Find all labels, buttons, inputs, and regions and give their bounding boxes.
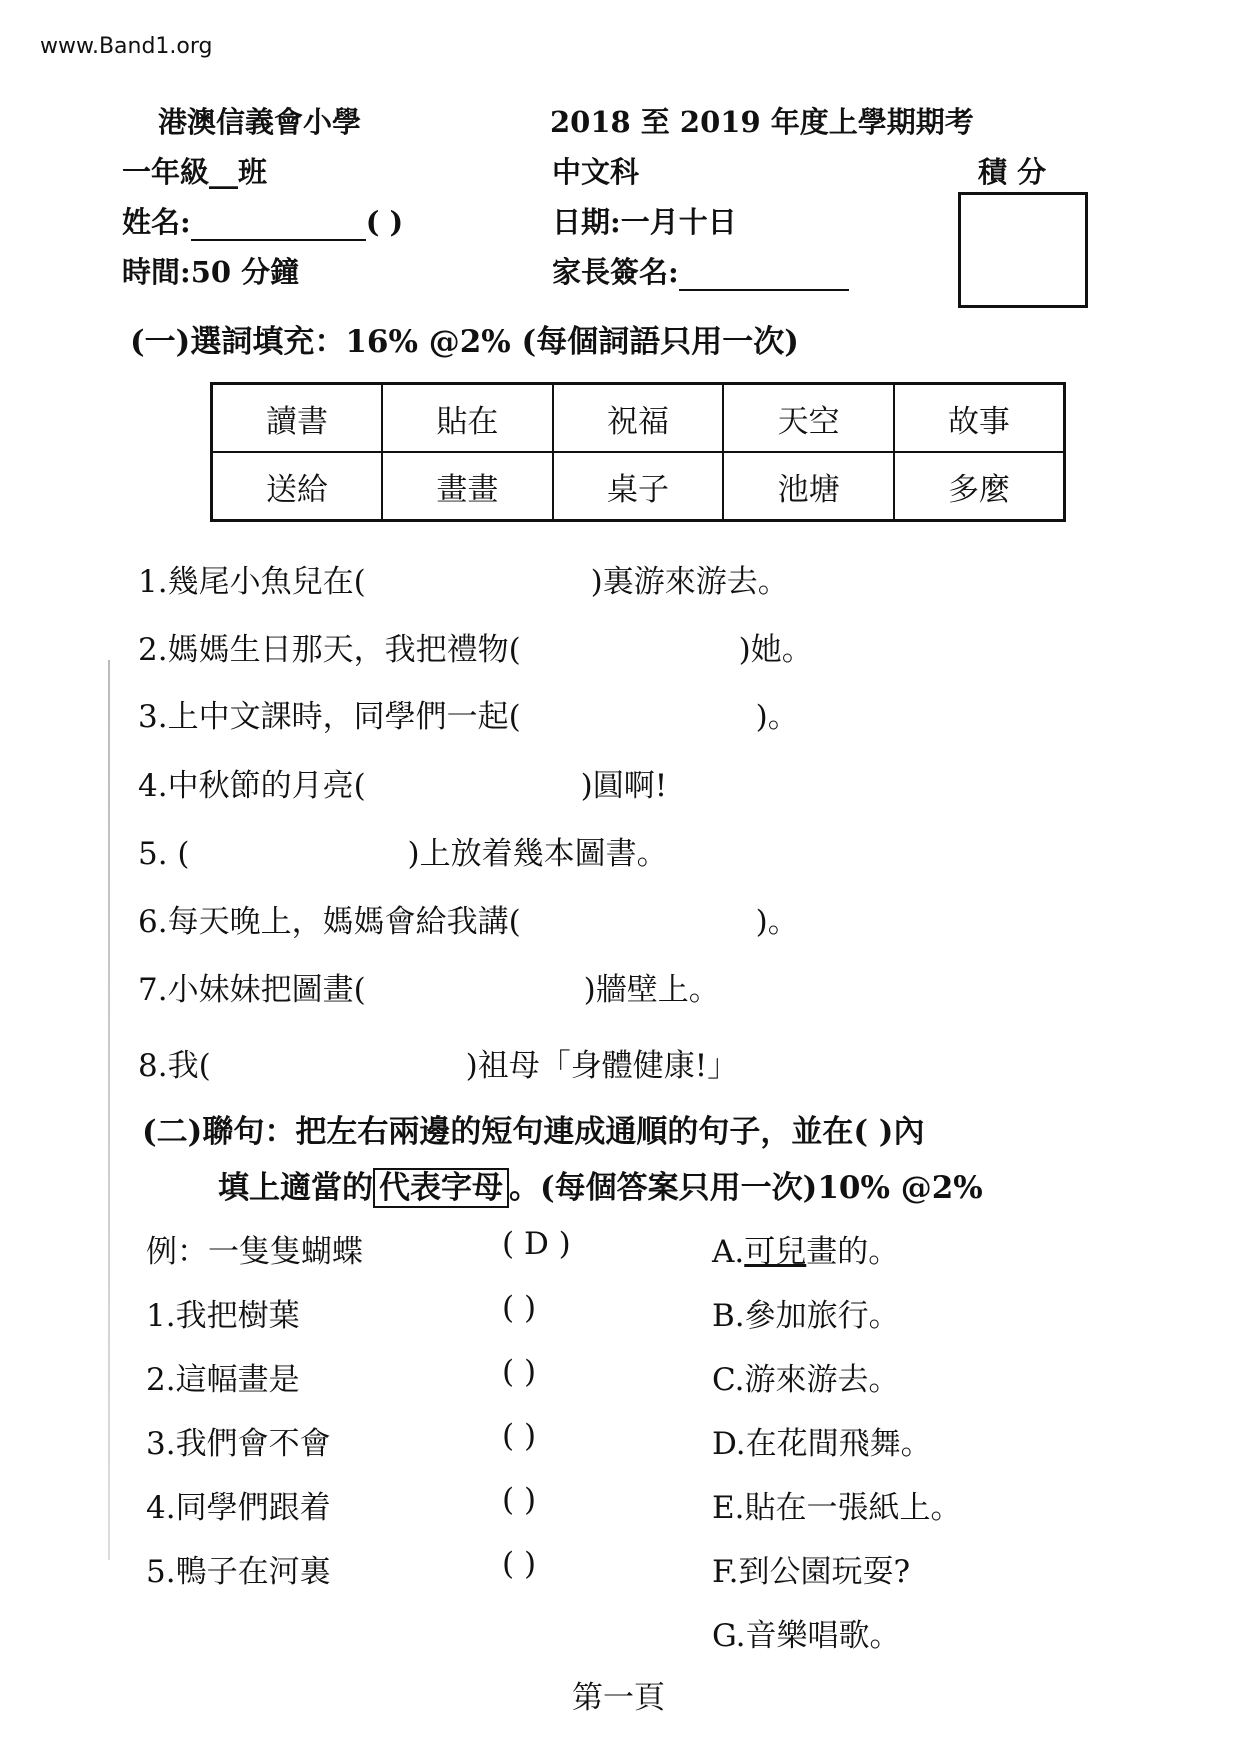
- question-text: 6.每天晚上，媽媽會給我講(: [138, 904, 521, 940]
- name-blank[interactable]: [191, 209, 366, 241]
- match-option-e: E.貼在一張紙上。: [712, 1490, 962, 1526]
- section2-title-line1: (二)聯句：把左右兩邊的短句連成通順的句子，並在( )內: [142, 1114, 925, 1150]
- question-text: 7.小妹妹把圖畫(: [138, 972, 366, 1008]
- fill-question-2: [138, 624, 813, 669]
- match-answer-5[interactable]: ( ): [502, 1546, 537, 1582]
- boxed-keyword: 代表字母: [373, 1168, 509, 1208]
- parent-signature-blank[interactable]: [679, 259, 849, 291]
- match-answer-2[interactable]: ( ): [502, 1354, 537, 1390]
- fill-question-8: [138, 1040, 738, 1085]
- word-bank-cell: 天空: [723, 384, 894, 453]
- example-left: 例：一隻隻蝴蝶: [146, 1234, 363, 1270]
- question-text: 4.中秋節的月亮(: [138, 768, 366, 804]
- page-number: 第一頁: [572, 1680, 665, 1716]
- question-text: )祖母「身體健康!」: [465, 1048, 739, 1084]
- word-bank-row: [212, 452, 1065, 521]
- match-answer-4[interactable]: ( ): [502, 1482, 537, 1518]
- exam-date: 日期:一月十日: [552, 205, 737, 239]
- match-answer-3[interactable]: ( ): [502, 1418, 537, 1454]
- question-text: )。: [755, 699, 799, 735]
- match-option-g: G.音樂唱歌。: [712, 1618, 901, 1654]
- section2-title-text: 填上適當的: [218, 1170, 373, 1206]
- fill-question-6: [138, 896, 799, 941]
- parent-signature-row: [552, 250, 849, 291]
- fill-question-3: [138, 691, 799, 736]
- word-bank-cell: 讀書: [212, 384, 383, 453]
- section2-title-text: 。(每個答案只用一次)10% @2%: [509, 1170, 983, 1206]
- match-option-b: B.參加旅行。: [712, 1298, 900, 1334]
- word-bank-cell: 故事: [894, 384, 1065, 453]
- question-text: )圓啊!: [580, 768, 668, 804]
- match-left-2: 2.這幅畫是: [146, 1362, 300, 1398]
- fill-question-5: [138, 828, 668, 873]
- site-watermark: www.Band1.org: [40, 34, 213, 59]
- word-bank-cell: 送給: [212, 452, 383, 521]
- word-bank-cell: 桌子: [553, 452, 724, 521]
- match-left-3: 3.我們會不會: [146, 1426, 331, 1462]
- exam-term: 2018 至 2019 年度上學期期考: [550, 105, 974, 139]
- section1-title: (一)選詞填充：16% @2% (每個詞語只用一次): [130, 324, 799, 360]
- question-text: 8.我(: [138, 1048, 211, 1084]
- question-text: )牆壁上。: [583, 972, 720, 1008]
- example-answer: ( D ): [502, 1226, 571, 1262]
- question-text: )她。: [738, 632, 813, 668]
- word-bank-cell: 祝福: [553, 384, 724, 453]
- match-left-4: 4.同學們跟着: [146, 1490, 331, 1526]
- underlined-name: 可兒: [744, 1234, 807, 1270]
- scan-margin-line: [108, 660, 110, 1560]
- match-left-5: 5.鴨子在河裏: [146, 1554, 331, 1590]
- section2-title-line2: [218, 1162, 983, 1207]
- question-text: 2.媽媽生日那天，我把禮物(: [138, 632, 521, 668]
- parent-signature-label: 家長簽名:: [552, 255, 679, 289]
- name-field-row: [122, 200, 403, 241]
- match-option-d: D.在花間飛舞。: [712, 1426, 932, 1462]
- question-text: )裏游來游去。: [590, 564, 789, 600]
- word-bank-table: [210, 382, 1066, 522]
- word-bank-cell: 池塘: [723, 452, 894, 521]
- match-option-f: F.到公園玩耍?: [712, 1554, 911, 1590]
- word-bank-row: [212, 384, 1065, 453]
- school-name: 港澳信義會小學: [158, 105, 362, 139]
- fill-question-4: [138, 760, 667, 805]
- word-bank-cell: 多麼: [894, 452, 1065, 521]
- option-text: 畫的。: [806, 1234, 900, 1270]
- exam-time: 時間:50 分鐘: [122, 255, 300, 289]
- question-text: 5. (: [138, 836, 190, 872]
- question-text: 3.上中文課時，同學們一起(: [138, 699, 521, 735]
- match-option-c: C.游來游去。: [712, 1362, 900, 1398]
- option-letter: A.: [712, 1234, 745, 1270]
- question-text: )上放着幾本圖書。: [407, 836, 668, 872]
- score-box[interactable]: [958, 192, 1088, 308]
- question-text: 1.幾尾小魚兒在(: [138, 564, 366, 600]
- word-bank-cell: 貼在: [382, 384, 553, 453]
- fill-question-7: [138, 964, 720, 1009]
- match-option-a: [712, 1226, 899, 1271]
- subject: 中文科: [552, 155, 640, 189]
- fill-question-1: [138, 556, 789, 601]
- score-label: 積 分: [978, 155, 1047, 189]
- class-number-paren: ( ): [365, 205, 404, 239]
- word-bank-cell: 畫畫: [382, 452, 553, 521]
- match-left-1: 1.我把樹葉: [146, 1298, 300, 1334]
- name-label: 姓名:: [122, 205, 191, 239]
- question-text: )。: [755, 904, 799, 940]
- class-label: 一年級__班: [122, 155, 268, 189]
- match-answer-1[interactable]: ( ): [502, 1290, 537, 1326]
